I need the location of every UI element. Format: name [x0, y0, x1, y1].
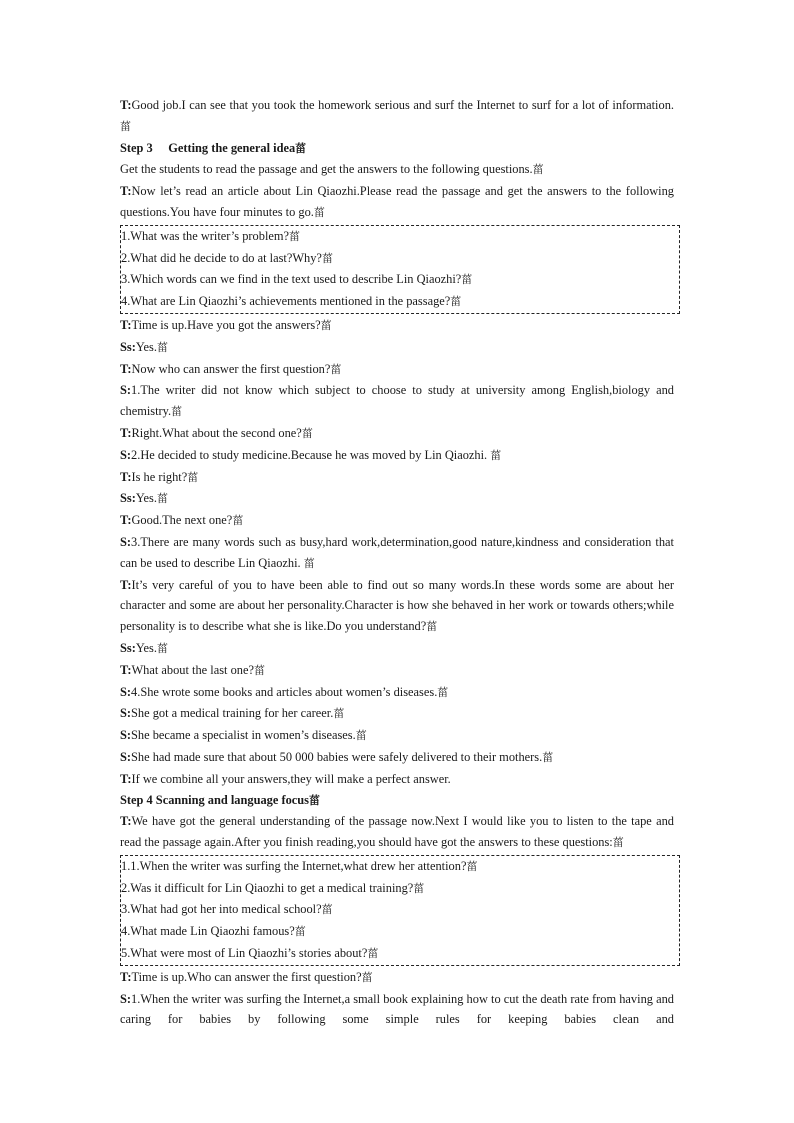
- question-item: [121, 878, 679, 900]
- question-text: 3.Which words can we find in the text used to describe Lin Qiaozhi?: [121, 272, 462, 287]
- paragraph-mark: 菑: [309, 793, 321, 807]
- dialogue-line: [120, 159, 674, 181]
- question-box: [120, 855, 680, 966]
- paragraph-mark: 菑: [532, 163, 544, 177]
- paragraph-mark: 菑: [437, 685, 449, 699]
- dialogue-text: We have got the general understanding of the passage now.Next I would like you to listen to the tape and read the passage again.After you finish reading,you should have got the answers to these questions:: [120, 814, 674, 850]
- dialogue-text: Good job.I can see that you took the homework serious and surf the Internet to surf for a lot of information.: [131, 98, 674, 112]
- speaker-label: T:: [120, 771, 132, 786]
- question-item: [121, 899, 679, 921]
- speaker-label: S:: [120, 728, 132, 743]
- dialogue-text: Yes.: [135, 640, 157, 655]
- dialogue-text: She had made sure that about 50 000 babies were safely delivered to their mothers.: [131, 749, 543, 764]
- dialogue-text: She became a specialist in women’s diseases.: [131, 728, 356, 743]
- dialogue-text: She got a medical training for her career.: [131, 706, 334, 721]
- dialogue-line: [120, 359, 674, 381]
- paragraph-mark: 菑: [303, 556, 315, 570]
- question-text: 2.Was it difficult for Lin Qiaozhi to get a medical training?: [121, 880, 414, 895]
- speaker-label: S:: [120, 706, 132, 721]
- dialogue-text: Is he right?: [131, 469, 188, 484]
- speaker-label: T:: [120, 469, 132, 484]
- dialogue-line: [120, 660, 674, 682]
- speaker-label: Ss:: [120, 640, 136, 655]
- question-box: [120, 225, 680, 314]
- paragraph-mark: 菑: [120, 119, 131, 133]
- question-item: [121, 921, 679, 943]
- question-text: 1.1.When the writer was surfing the Internet,what drew her attention?: [121, 858, 467, 873]
- speaker-label: T:: [120, 513, 132, 528]
- speaker-label: T:: [120, 425, 132, 440]
- paragraph-mark: 菑: [490, 448, 502, 462]
- speaker-label: S:: [120, 447, 132, 462]
- speaker-label: T:: [120, 361, 132, 376]
- dialogue-line: [120, 95, 674, 138]
- dialogue-line: [120, 989, 674, 1031]
- question-item: [121, 248, 679, 270]
- paragraph-mark: 菑: [289, 229, 301, 243]
- paragraph-mark: 菑: [253, 663, 265, 677]
- question-item: [121, 856, 679, 878]
- question-item: [121, 269, 679, 291]
- paragraph-mark: 菑: [187, 470, 199, 484]
- question-text: 2.What did he decide to do at last?Why?: [121, 250, 322, 265]
- question-text: 4.What are Lin Qiaozhi’s achievements mentioned in the passage?: [121, 294, 451, 309]
- speaker-label: Ss:: [120, 339, 136, 354]
- dialogue-text: What about the last one?: [131, 662, 254, 677]
- dialogue-line: [120, 747, 674, 769]
- dialogue-line: [120, 337, 674, 359]
- speaker-label: T:: [120, 98, 132, 112]
- speaker-label: S:: [120, 383, 132, 398]
- dialogue-line: [120, 445, 674, 467]
- dialogue-text: If we combine all your answers,they will make a perfect answer.: [131, 771, 451, 786]
- step-heading: [120, 790, 674, 812]
- question-item: [121, 226, 679, 248]
- paragraph-mark: 菑: [542, 750, 554, 764]
- paragraph-mark: 菑: [320, 318, 332, 332]
- step-heading-text: Step 3 Getting the general idea: [120, 140, 296, 155]
- dialogue-line: [120, 703, 674, 725]
- question-text: 3.What had got her into medical school?: [121, 902, 322, 917]
- paragraph-mark: 菑: [330, 362, 342, 376]
- question-item: [121, 291, 679, 313]
- paragraph-mark: 菑: [413, 881, 425, 895]
- paragraph-mark: 菑: [321, 251, 333, 265]
- dialogue-line: [120, 575, 674, 638]
- dialogue-line: [120, 811, 674, 854]
- dialogue-line: [120, 769, 674, 790]
- question-text: 5.What were most of Lin Qiaozhi’s stories about?: [121, 946, 368, 961]
- dialogue-text: Time is up.Who can answer the first question?: [131, 969, 362, 984]
- question-text: 4.What made Lin Qiaozhi famous?: [121, 924, 295, 939]
- dialogue-line: [120, 315, 674, 337]
- dialogue-text: Get the students to read the passage and get the answers to the following questions.: [120, 162, 533, 177]
- paragraph-mark: 菑: [450, 295, 462, 309]
- dialogue-text: Good.The next one?: [131, 513, 233, 528]
- dialogue-line: [120, 532, 674, 575]
- speaker-label: T:: [120, 814, 132, 829]
- paragraph-mark: 菑: [294, 925, 306, 939]
- paragraph-mark: 菑: [426, 620, 438, 634]
- speaker-label: S:: [120, 991, 132, 1006]
- dialogue-line: [120, 510, 674, 532]
- paragraph-mark: 菑: [333, 707, 345, 721]
- paragraph-mark: 菑: [466, 859, 478, 873]
- dialogue-text: Yes.: [135, 491, 157, 506]
- paragraph-mark: 菑: [461, 273, 473, 287]
- paragraph-mark: 菑: [355, 729, 367, 743]
- speaker-label: T:: [120, 662, 132, 677]
- speaker-label: S:: [120, 534, 132, 549]
- paragraph-mark: 菑: [612, 836, 624, 850]
- paragraph-mark: 菑: [156, 641, 168, 655]
- paragraph-mark: 菑: [156, 492, 168, 506]
- paragraph-mark: 菑: [295, 141, 307, 155]
- paragraph-mark: 菑: [171, 405, 183, 419]
- dialogue-text: It’s very careful of you to have been able to find out so many words.In these words some are about her character and some are about her personality.Character is how she behaved in her work or towards others;while personality is to describe what she is like.Do you understand?: [120, 577, 674, 634]
- dialogue-line: [120, 638, 674, 660]
- dialogue-text: Time is up.Have you got the answers?: [131, 317, 321, 332]
- paragraph-mark: 菑: [361, 970, 373, 984]
- dialogue-text: Now who can answer the first question?: [131, 361, 331, 376]
- paragraph-mark: 菑: [156, 340, 168, 354]
- dialogue-line: [120, 682, 674, 704]
- speaker-label: T:: [120, 317, 132, 332]
- step-heading: [120, 138, 674, 160]
- document-page: [120, 95, 674, 1030]
- question-text: 1.What was the writer’s problem?: [121, 228, 290, 243]
- dialogue-line: [120, 181, 674, 224]
- speaker-label: S:: [120, 749, 132, 764]
- dialogue-text: 3.There are many words such as busy,hard work,determination,good nature,kindness and consideration that can be used to describe Lin Qiaozhi.: [120, 534, 674, 570]
- dialogue-line: [120, 467, 674, 489]
- paragraph-mark: 菑: [313, 205, 325, 219]
- dialogue-text: Now let’s read an article about Lin Qiaozhi.Please read the passage and get the answers to the following questions.You have four minutes to go.: [120, 184, 674, 219]
- dialogue-text: 1.When the writer was surfing the Internet,a small book explaining how to cut the death rate from having and caring for babies by following some simple rules for keeping babies clean and: [120, 991, 674, 1027]
- speaker-label: S:: [120, 684, 132, 699]
- dialogue-line: [120, 725, 674, 747]
- question-item: [121, 943, 679, 965]
- dialogue-text: 1.The writer did not know which subject to choose to study at university among English,biology and chemistry.: [120, 383, 674, 419]
- paragraph-mark: 菑: [301, 426, 313, 440]
- dialogue-line: [120, 380, 674, 423]
- speaker-label: T:: [120, 969, 132, 984]
- paragraph-mark: 菑: [367, 947, 379, 961]
- step-heading-text: Step 4 Scanning and language focus: [120, 792, 310, 807]
- dialogue-line: [120, 967, 674, 989]
- speaker-label: T:: [120, 184, 132, 199]
- dialogue-line: [120, 488, 674, 510]
- paragraph-mark: 菑: [321, 903, 333, 917]
- speaker-label: T:: [120, 577, 132, 592]
- dialogue-text: Right.What about the second one?: [131, 425, 302, 440]
- dialogue-text: 2.He decided to study medicine.Because he was moved by Lin Qiaozhi.: [131, 447, 491, 462]
- speaker-label: Ss:: [120, 491, 136, 506]
- dialogue-text: 4.She wrote some books and articles about women’s diseases.: [131, 684, 438, 699]
- paragraph-mark: 菑: [232, 514, 244, 528]
- dialogue-line: [120, 423, 674, 445]
- dialogue-text: Yes.: [135, 339, 157, 354]
